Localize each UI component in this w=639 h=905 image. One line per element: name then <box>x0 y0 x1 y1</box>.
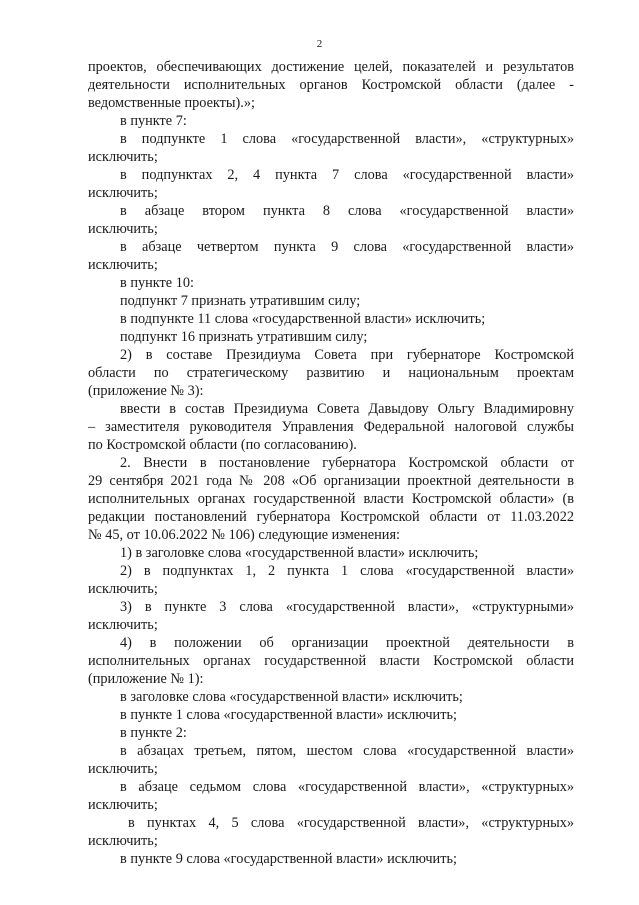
text-line: подпункт 7 признать утратившим силу; <box>120 293 361 309</box>
text-line: исключить; <box>88 221 158 237</box>
text-line: редакции постановлений губернатора Костромской области от 11.03.2022 <box>88 509 574 525</box>
page-number: 2 <box>316 38 323 50</box>
text-line: в абзацах третьем, пятом, шестом слова «государственной власти» <box>120 743 574 759</box>
text-line: 29 сентября 2021 года № 208 «Об организации проектной деятельности в <box>88 473 574 489</box>
text-line: исключить; <box>88 581 158 597</box>
text-line: по Костромской области (по согласованию). <box>88 437 357 453</box>
text-line: № 45, от 10.06.2022 № 106) следующие изменения: <box>88 527 401 543</box>
text-line: области по стратегическому развитию и национальным проектам <box>88 365 574 381</box>
text-line: в абзаце четвертом пункта 9 слова «государственной власти» <box>120 239 574 255</box>
text-line: исключить; <box>88 617 158 633</box>
text-line: 2. Внести в постановление губернатора Костромской области от <box>120 455 574 471</box>
text-line: исполнительных органах государственной власти Костромской области» (в <box>88 491 574 507</box>
text-line: в пункте 9 слова «государственной власти» исключить; <box>120 851 457 867</box>
text-line: исключить; <box>88 797 158 813</box>
text-line: в абзаце седьмом слова «государственной власти», «структурных» <box>120 779 574 795</box>
text-line: 3) в пункте 3 слова «государственной власти», «структурными» <box>120 599 574 615</box>
text-line: в пункте 1 слова «государственной власти» исключить; <box>120 707 457 723</box>
text-line: исключить; <box>88 185 158 201</box>
text-line: в пункте 2: <box>120 725 187 741</box>
text-line: ввести в состав Президиума Совета Давыдову Ольгу Владимировну <box>120 401 574 417</box>
text-line: в заголовке слова «государственной власти» исключить; <box>120 689 463 705</box>
text-line: в пункте 7: <box>120 113 187 129</box>
text-line: в подпункте 1 слова «государственной власти», «структурных» <box>120 131 574 147</box>
text-line: ведомственные проекты).»; <box>88 95 255 111</box>
text-line: исполнительных органах государственной власти Костромской области <box>88 653 574 669</box>
text-line: – заместителя руководителя Управления Федеральной налоговой службы <box>88 419 574 435</box>
text-line: в пункте 10: <box>120 275 194 291</box>
text-line: проектов, обеспечивающих достижение целей, показателей и результатов <box>88 59 574 75</box>
text-line: исключить; <box>88 833 158 849</box>
text-line: исключить; <box>88 257 158 273</box>
text-line: 1) в заголовке слова «государственной власти» исключить; <box>120 545 479 561</box>
text-line: исключить; <box>88 149 158 165</box>
text-line: (приложение № 3): <box>88 383 204 399</box>
text-line: исключить; <box>88 761 158 777</box>
text-line: 4) в положении об организации проектной деятельности в <box>120 635 574 651</box>
text-line: в пунктах 4, 5 слова «государственной власти», «структурных» <box>128 815 574 831</box>
text-line: 2) в составе Президиума Совета при губернаторе Костромской <box>120 347 574 363</box>
text-line: 2) в подпунктах 1, 2 пункта 1 слова «государственной власти» <box>120 563 574 579</box>
text-line: в абзаце втором пункта 8 слова «государственной власти» <box>120 203 574 219</box>
text-line: подпункт 16 признать утратившим силу; <box>120 329 368 345</box>
text-line: деятельности исполнительных органов Костромской области (далее - <box>88 77 574 93</box>
text-line: в подпункте 11 слова «государственной власти» исключить; <box>120 311 486 327</box>
document-body <box>88 58 574 868</box>
text-line: (приложение № 1): <box>88 671 204 687</box>
text-line: в подпунктах 2, 4 пункта 7 слова «государственной власти» <box>120 167 574 183</box>
